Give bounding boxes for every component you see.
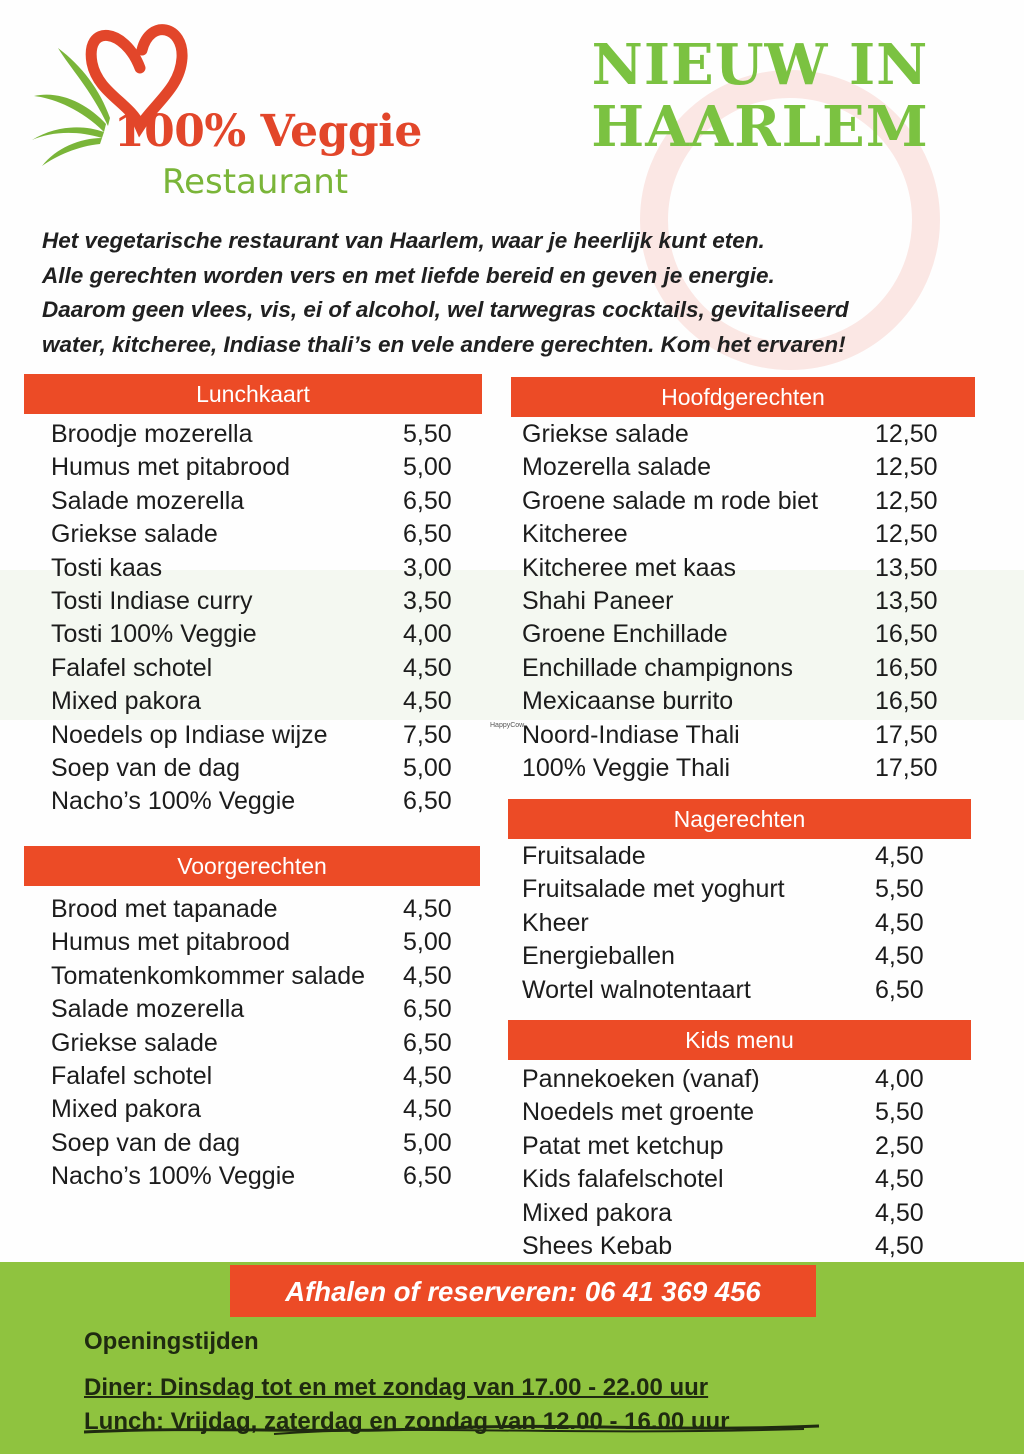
watermark: HappyCow bbox=[490, 722, 525, 729]
headline bbox=[560, 34, 960, 158]
menu-item-name: Mexicaanse burrito bbox=[522, 687, 734, 716]
menu-item bbox=[522, 418, 952, 451]
menu-item bbox=[51, 926, 471, 959]
menu-item-price: 5,50 bbox=[403, 420, 452, 448]
menu-item bbox=[51, 585, 471, 618]
menu-item bbox=[522, 618, 952, 651]
menu-item bbox=[51, 893, 471, 926]
intro-text bbox=[42, 224, 1002, 362]
menu-item-name: Salade mozerella bbox=[51, 995, 245, 1024]
menu-item-name: Tosti kaas bbox=[51, 553, 163, 582]
menu-item-name: Fruitsalade bbox=[522, 842, 646, 870]
menu-item bbox=[51, 960, 471, 993]
menu-item bbox=[51, 785, 471, 818]
menu-item-price: 7,50 bbox=[403, 720, 452, 749]
menu-item-name: Wortel walnotentaart bbox=[522, 975, 751, 1004]
menu-item-price: 5,00 bbox=[403, 453, 452, 482]
menu-item-name: Falafel schotel bbox=[51, 653, 213, 682]
menu-item-name: 100% Veggie Thali bbox=[522, 753, 731, 782]
menu-item-name: Griekse salade bbox=[51, 1028, 218, 1057]
menu-item bbox=[522, 873, 952, 906]
menu-item-price: 4,50 bbox=[403, 961, 452, 990]
menu-item bbox=[51, 752, 471, 785]
menu-item-price: 12,50 bbox=[875, 453, 938, 482]
menu-item bbox=[522, 752, 952, 785]
menu-item-price: 4,50 bbox=[875, 1231, 924, 1260]
menu-item-price: 4,50 bbox=[403, 895, 452, 923]
list-voorgerechten bbox=[51, 893, 471, 1194]
section-header-voorgerechten: Voorgerechten bbox=[24, 846, 480, 886]
menu-item bbox=[522, 1063, 952, 1096]
menu-item-name: Kheer bbox=[522, 908, 589, 937]
menu-item-name: Groene Enchillade bbox=[522, 620, 728, 649]
menu-item-name: Noedels met groente bbox=[522, 1098, 755, 1127]
menu-item bbox=[522, 585, 952, 618]
dinner-hours: Diner: Dinsdag tot en met zondag van 17.00 - 22.00 uur bbox=[84, 1374, 709, 1401]
headline-line: NIEUW IN bbox=[591, 32, 929, 98]
menu-item bbox=[522, 652, 952, 685]
menu-item-price: 5,00 bbox=[403, 928, 452, 957]
menu-item bbox=[51, 618, 471, 651]
menu-item bbox=[522, 1130, 952, 1163]
menu-item-price: 4,00 bbox=[403, 620, 452, 649]
menu-item-price: 12,50 bbox=[875, 420, 938, 448]
menu-item-price: 13,50 bbox=[875, 553, 938, 582]
list-kids bbox=[522, 1063, 952, 1263]
restaurant-logo bbox=[30, 8, 490, 202]
menu-item-name: Mozerella salade bbox=[522, 453, 711, 482]
menu-item bbox=[522, 1197, 952, 1230]
menu-item-name: Humus met pitabrood bbox=[51, 928, 291, 957]
menu-item-price: 4,50 bbox=[403, 1095, 452, 1124]
menu-item-name: Tosti Indiase curry bbox=[51, 586, 253, 615]
menu-item bbox=[51, 652, 471, 685]
menu-item-price: 4,50 bbox=[403, 653, 452, 682]
menu-item-name: Noedels op Indiase wijze bbox=[51, 720, 328, 749]
section-header-nagerechten: Nagerechten bbox=[508, 799, 971, 839]
menu-item-price: 6,50 bbox=[403, 787, 452, 816]
menu-item-price: 6,50 bbox=[403, 1028, 452, 1057]
intro-line: Daarom geen vlees, vis, ei of alcohol, wel tarwegras cocktails, gevitaliseerd bbox=[42, 297, 849, 322]
menu-item-name: Nacho’s 100% Veggie bbox=[51, 1162, 296, 1191]
menu-item-name: Fruitsalade met yoghurt bbox=[522, 875, 785, 904]
menu-item-name: Soep van de dag bbox=[51, 1128, 241, 1157]
menu-item-price: 16,50 bbox=[875, 653, 938, 682]
menu-item bbox=[51, 451, 471, 484]
menu-item-price: 4,00 bbox=[875, 1065, 924, 1093]
menu-item-price: 17,50 bbox=[875, 720, 938, 749]
menu-item bbox=[51, 1127, 471, 1160]
menu-item bbox=[522, 1230, 952, 1263]
menu-item-name: Falafel schotel bbox=[51, 1061, 213, 1090]
menu-item bbox=[522, 485, 952, 518]
menu-item bbox=[522, 685, 952, 718]
menu-item-name: Groene salade m rode biet bbox=[522, 486, 819, 515]
menu-item bbox=[522, 974, 952, 1007]
menu-item bbox=[51, 552, 471, 585]
menu-item-price: 4,50 bbox=[875, 842, 924, 870]
menu-item-price: 5,00 bbox=[403, 753, 452, 782]
menu-item bbox=[51, 418, 471, 451]
menu-item-price: 3,00 bbox=[403, 553, 452, 582]
menu-item bbox=[522, 840, 952, 873]
menu-item-price: 2,50 bbox=[875, 1131, 924, 1160]
menu-item-price: 6,50 bbox=[875, 975, 924, 1004]
menu-item-price: 17,50 bbox=[875, 753, 938, 782]
menu-item-price: 4,50 bbox=[875, 1165, 924, 1194]
menu-item-price: 5,50 bbox=[875, 1098, 924, 1127]
menu-item-price: 12,50 bbox=[875, 486, 938, 515]
menu-item bbox=[51, 1093, 471, 1126]
menu-item-price: 13,50 bbox=[875, 586, 938, 615]
menu-item-name: Humus met pitabrood bbox=[51, 453, 291, 482]
menu-item bbox=[51, 719, 471, 752]
menu-item-name: Patat met ketchup bbox=[522, 1131, 724, 1160]
menu-item-price: 16,50 bbox=[875, 620, 938, 649]
menu-item-price: 4,50 bbox=[403, 1061, 452, 1090]
opening-hours-title: Openingstijden bbox=[84, 1328, 259, 1355]
menu-item bbox=[522, 1096, 952, 1129]
section-header-kids: Kids menu bbox=[508, 1020, 971, 1060]
menu-item-name: Mixed pakora bbox=[51, 1095, 202, 1124]
list-lunch bbox=[51, 418, 471, 819]
menu-item-name: Kitcheree met kaas bbox=[522, 553, 736, 582]
menu-item-name: Energieballen bbox=[522, 942, 675, 971]
list-hoofdgerechten bbox=[522, 418, 952, 785]
menu-item-price: 6,50 bbox=[403, 995, 452, 1024]
menu-item-name: Pannekoeken (vanaf) bbox=[522, 1065, 760, 1093]
menu-item bbox=[522, 719, 952, 752]
menu-item-name: Noord-Indiase Thali bbox=[522, 720, 740, 749]
menu-item-price: 16,50 bbox=[875, 687, 938, 716]
menu-item-name: Shees Kebab bbox=[522, 1231, 673, 1260]
menu-item bbox=[522, 940, 952, 973]
menu-item bbox=[522, 518, 952, 551]
logo-subtitle: Restaurant bbox=[162, 162, 349, 202]
intro-line: Het vegetarische restaurant van Haarlem, waar je heerlijk kunt eten. bbox=[42, 228, 765, 253]
lunch-hours: Lunch: Vrijdag, zaterdag en zondag van 12.00 - 16.00 uur bbox=[84, 1408, 730, 1435]
menu-item-name: Griekse salade bbox=[522, 420, 689, 448]
menu-item-price: 4,50 bbox=[403, 687, 452, 716]
menu-item bbox=[51, 993, 471, 1026]
logo-name: 100% Veggie bbox=[114, 106, 422, 157]
menu-item-price: 4,50 bbox=[875, 1198, 924, 1227]
menu-item-price: 4,50 bbox=[875, 942, 924, 971]
menu-item bbox=[522, 552, 952, 585]
menu-item-name: Griekse salade bbox=[51, 520, 218, 549]
strikethrough-mark bbox=[84, 1420, 824, 1440]
menu-item-price: 4,50 bbox=[875, 908, 924, 937]
menu-item-price: 6,50 bbox=[403, 1162, 452, 1191]
menu-item-name: Mixed pakora bbox=[522, 1198, 673, 1227]
menu-item-price: 5,50 bbox=[875, 875, 924, 904]
menu-item-price: 12,50 bbox=[875, 520, 938, 549]
menu-item-name: Tomatenkomkommer salade bbox=[51, 961, 366, 990]
list-nagerechten bbox=[522, 840, 952, 1007]
menu-item-price: 3,50 bbox=[403, 586, 452, 615]
menu-item bbox=[51, 518, 471, 551]
menu-item bbox=[522, 1163, 952, 1196]
menu-item bbox=[51, 1027, 471, 1060]
menu-item-name: Shahi Paneer bbox=[522, 586, 674, 615]
section-header-hoofdgerechten: Hoofdgerechten bbox=[511, 377, 975, 417]
menu-item-name: Mixed pakora bbox=[51, 687, 202, 716]
menu-item bbox=[51, 1060, 471, 1093]
section-header-lunch: Lunchkaart bbox=[24, 374, 482, 414]
menu-item-name: Tosti 100% Veggie bbox=[51, 620, 257, 649]
menu-item-price: 5,00 bbox=[403, 1128, 452, 1157]
menu-item-name: Soep van de dag bbox=[51, 753, 241, 782]
menu-item bbox=[51, 485, 471, 518]
menu-item-name: Brood met tapanade bbox=[51, 895, 278, 923]
intro-line: water, kitcheree, Indiase thali’s en vele andere gerechten. Kom het ervaren! bbox=[42, 331, 846, 357]
headline-line: HAARLEM bbox=[591, 94, 929, 160]
menu-item-name: Broodje mozerella bbox=[51, 420, 253, 448]
menu-item bbox=[522, 451, 952, 484]
menu-item bbox=[51, 1160, 471, 1193]
menu-item bbox=[51, 685, 471, 718]
menu-item-name: Kids falafelschotel bbox=[522, 1165, 724, 1194]
menu-item-name: Nacho’s 100% Veggie bbox=[51, 787, 296, 816]
intro-line: Alle gerechten worden vers en met liefde bereid en geven je energie. bbox=[42, 262, 775, 288]
reserve-phone-banner: Afhalen of reserveren: 06 41 369 456 bbox=[230, 1265, 816, 1317]
menu-item-price: 6,50 bbox=[403, 486, 452, 515]
menu-item-name: Salade mozerella bbox=[51, 486, 245, 515]
menu-item bbox=[522, 907, 952, 940]
menu-item-price: 6,50 bbox=[403, 520, 452, 549]
menu-item-name: Kitcheree bbox=[522, 520, 628, 549]
menu-item-name: Enchillade champignons bbox=[522, 653, 794, 682]
